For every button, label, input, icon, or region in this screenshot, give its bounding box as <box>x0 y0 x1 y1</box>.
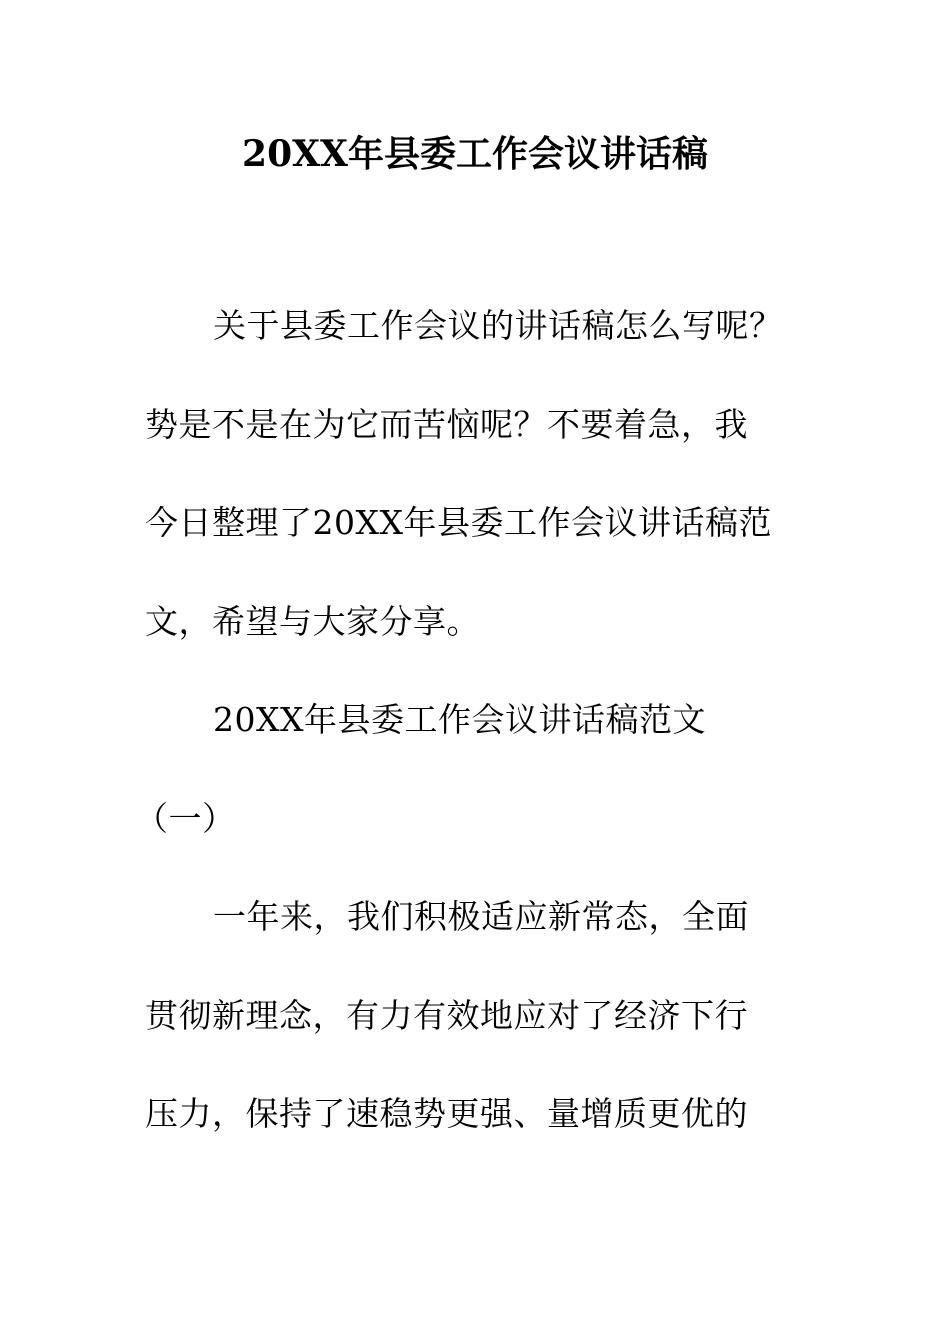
paragraph-line: 一年来，我们积极适应新常态，全面 <box>213 897 749 936</box>
paragraph-line: 势是不是在为它而苦恼呢？不要着急，我 <box>145 404 748 444</box>
section-number: （一） <box>135 798 236 838</box>
paragraph-line: 贯彻新理念，有力有效地应对了经济下行 <box>145 995 748 1035</box>
document-title: 20XX年县委工作会议讲话稿 <box>242 133 708 175</box>
paragraph-line: 文，希望与大家分享。 <box>145 601 480 641</box>
paragraph-line: 关于县委工作会议的讲话稿怎么写呢？ <box>213 306 783 345</box>
paragraph-line: 压力，保持了速稳势更强、量增质更优的 <box>145 1094 748 1133</box>
document-body <box>135 300 815 1187</box>
section-heading: 20XX年县委工作会议讲话稿范文 <box>213 700 706 739</box>
paragraph-line: 今日整理了20XX年县委工作会议讲话稿范 <box>145 503 772 542</box>
